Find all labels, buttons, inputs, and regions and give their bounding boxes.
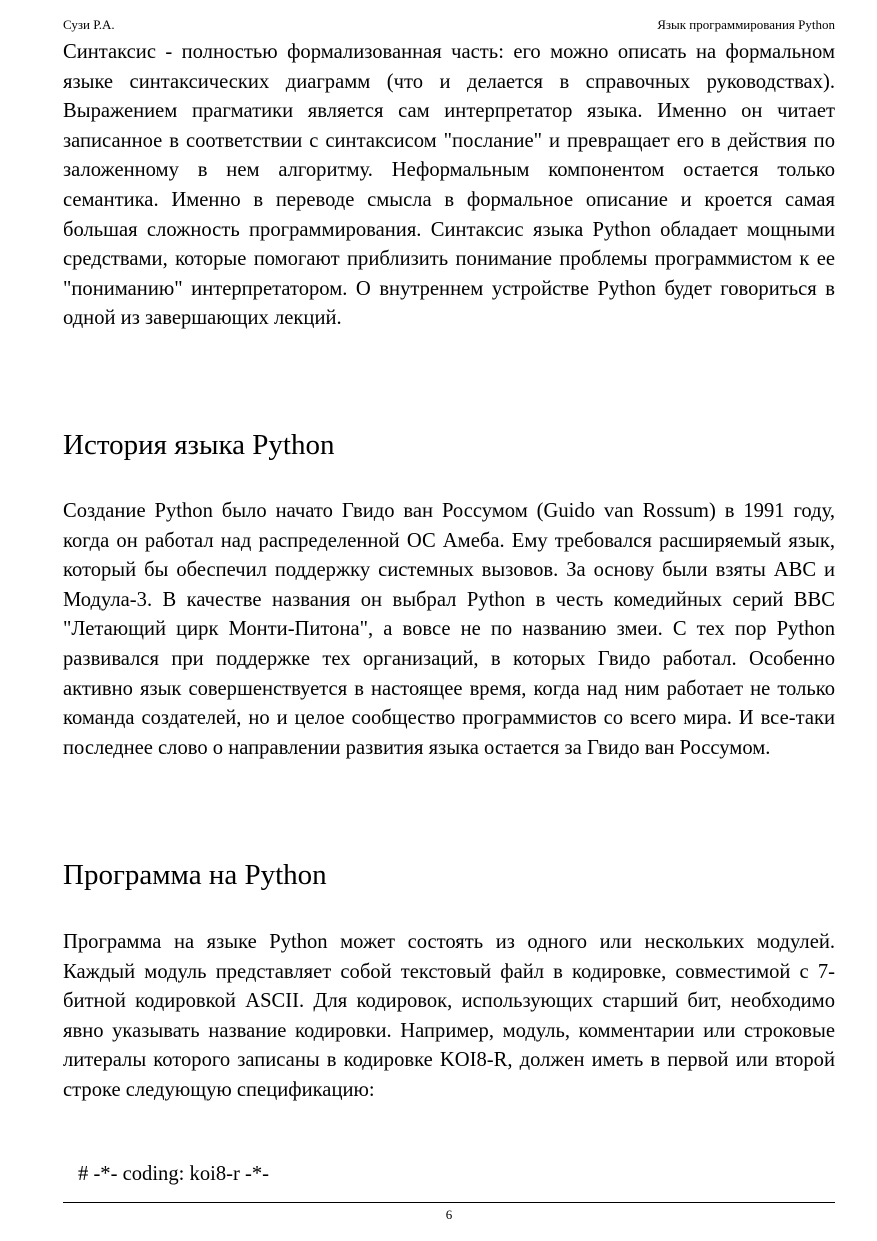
- code-coding-spec: # -*- coding: koi8-r -*-: [78, 1163, 270, 1185]
- running-header: [63, 16, 835, 34]
- heading-history: История языка Python: [63, 429, 335, 461]
- heading-program: Программа на Python: [63, 859, 327, 891]
- paragraph-program: Программа на языке Python может состоять из одного или нескольких модулей. Каждый модуль представляет собой текстовый файл в кодировке, совместимой с 7-битной кодировкой ASCII. Для кодировок, использующих старший бит, необходимо явно указывать название кодировки. Например, модуль, комментарии или строковые литералы которого записаны в кодировке KOI8-R, должен иметь в первой или второй строке следующую спецификацию:: [63, 931, 835, 1101]
- header-title: Язык программирования Python: [657, 17, 835, 32]
- paragraph-syntax: Синтаксис - полностью формализованная часть: его можно описать на формальном языке синтаксических диаграмм (что и делается в справочных руководствах). Выражением прагматики является сам интерпретатор языка. Именно он читает записанное в соответствии с синтаксисом "послание" и превращает его в действия по заложенному в нем алгоритму. Неформальным компонентом остается только семантика. Именно в переводе смысла в формальное описание и кроется самая большая сложность программирования. Синтаксис языка Python обладает мощными средствами, которые помогают приблизить понимание проблемы программистом к ее "пониманию" интерпретатором. О внутреннем устройстве Python будет говориться в одной из завершающих лекций.: [63, 41, 835, 330]
- page-number: 6: [445, 1207, 453, 1222]
- footer-divider: [63, 1202, 835, 1203]
- header-author: Сузи Р.А.: [63, 17, 115, 32]
- paragraph-history: Создание Python было начато Гвидо ван Россумом (Guido van Rossum) в 1991 году, когда он работал над распределенной ОС Амеба. Ему требовался расширяемый язык, который бы обеспечил поддержку системных вызовов. За основу были взяты ABC и Модула-3. В качестве названия он выбрал Python в честь комедийных серий BBC "Летающий цирк Монти-Питона", а вовсе не по названию змеи. С тех пор Python развивался при поддержке тех организаций, в которых Гвидо работал. Особенно активно язык совершенствуется в настоящее время, когда над ним работает не только команда создателей, но и целое сообщество программистов со всего мира. И все-таки последнее слово о направлении развития языка остается за Гвидо ван Россумом.: [63, 500, 835, 759]
